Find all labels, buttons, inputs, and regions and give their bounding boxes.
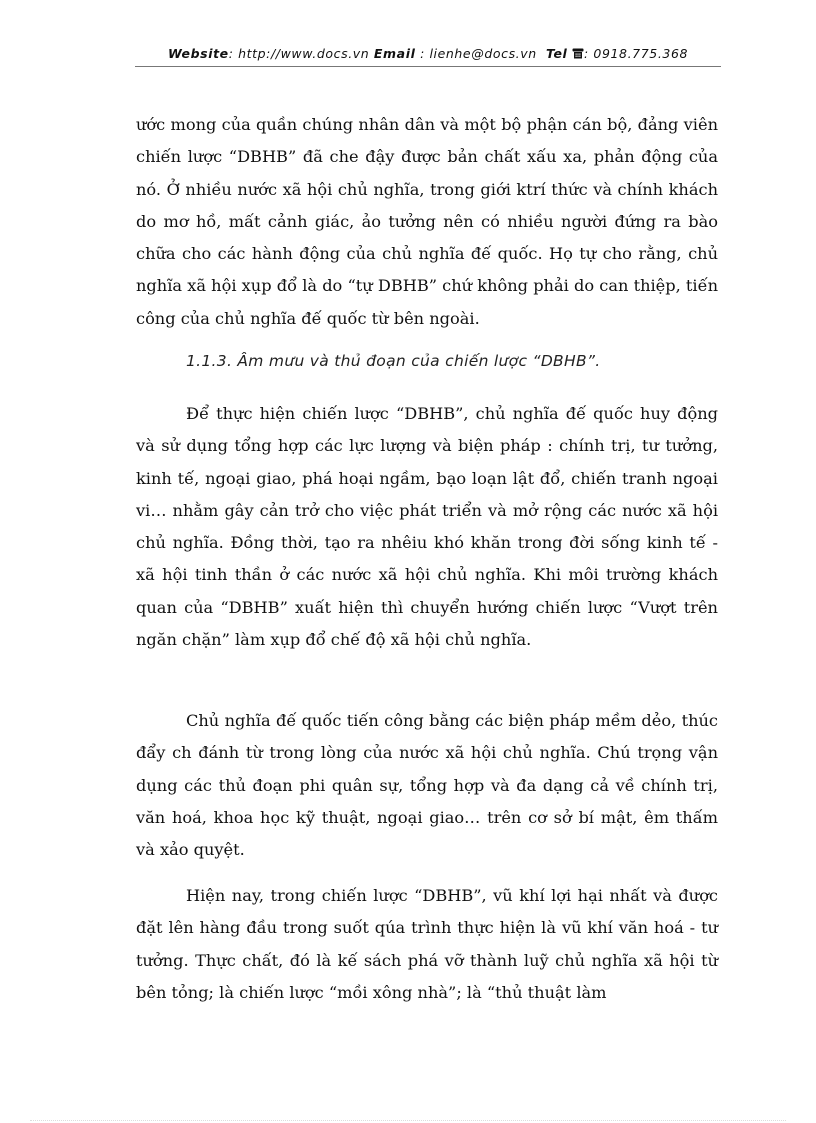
email-value: : lienhe@docs.vn	[420, 46, 537, 61]
website-label: Website	[167, 46, 229, 61]
email-label: Email	[373, 46, 416, 61]
paragraph-2: Để thực hiện chiến lược “DBHB”, chủ nghĩa đế quốc huy động và sử dụng tổng hợp các lực lượng và biện pháp : chính trị, tư tưởng, kinh tế, ngoại giao, phá hoại ngầm, bạo loạn lật đổ, chiến tranh ngoại vi… nhằm gây cản trở cho việc phát triển và mở rộng các nước xã hội chủ nghĩa. Đồng thời, tạo ra nhêiu khó khăn trong đời sống kinh tế - xã hội tinh thần ở các nước xã hội chủ nghĩa. Khi môi trường khách quan của “DBHB” xuất hiện thì chuyển hướng chiến lược “Vượt trên ngăn chặn” làm xụp đổ chế độ xã hội chủ nghĩa.	[136, 404, 718, 650]
paragraph-4: Hiện nay, trong chiến lược “DBHB”, vũ khí lợi hại nhất và được đặt lên hàng đầu trong suốt qúa trình thực hiện là vũ khí văn hoá - tư tưởng. Thực chất, đó là kế sách phá vỡ thành luỹ chủ nghĩa xã hội từ bên tỏng; là chiến lược “mồi xông nhà”; là “thủ thuật làm	[136, 886, 718, 1002]
footer-divider	[30, 1120, 786, 1121]
paragraph-3: Chủ nghĩa đế quốc tiến công bằng các biện pháp mềm dẻo, thúc đẩy ch đánh từ trong lòng của nước xã hội chủ nghĩa. Chú trọng vận dụng các thủ đoạn phi quân sự, tổng hợp và đa dạng cả về chính trị, văn hoá, khoa học kỹ thuật, ngoại giao… trên cơ sở bí mật, êm thấm và xảo quyệt.	[136, 711, 718, 860]
phone-icon	[572, 47, 584, 62]
page-header	[135, 46, 721, 62]
website-value: : http://www.docs.vn	[228, 46, 370, 61]
paragraph-1: ước mong của quần chúng nhân dân và một bộ phận cán bộ, đảng viên chiến lược “DBHB” đã che đậy được bản chất xấu xa, phản động của nó. Ở nhiều nước xã hội chủ nghĩa, trong giới ktrí thức và chính khách do mơ hồ, mất cảnh giác, ảo tưởng nên có nhiều người đứng ra bào chữa cho các hành động của chủ nghĩa đế quốc. Họ tự cho rằng, chủ nghĩa xã hội xụp đổ là do “tự DBHB” chứ không phải do can thiệp, tiến công của chủ nghĩa đế quốc từ bên ngoài.	[136, 115, 718, 328]
section-heading: 1.1.3. Âm mưu và thủ đoạn của chiến lược “DBHB”.	[186, 352, 601, 370]
tel-label: Tel	[545, 46, 568, 61]
header-divider	[135, 66, 721, 67]
tel-value: : 0918.775.368	[584, 46, 689, 61]
